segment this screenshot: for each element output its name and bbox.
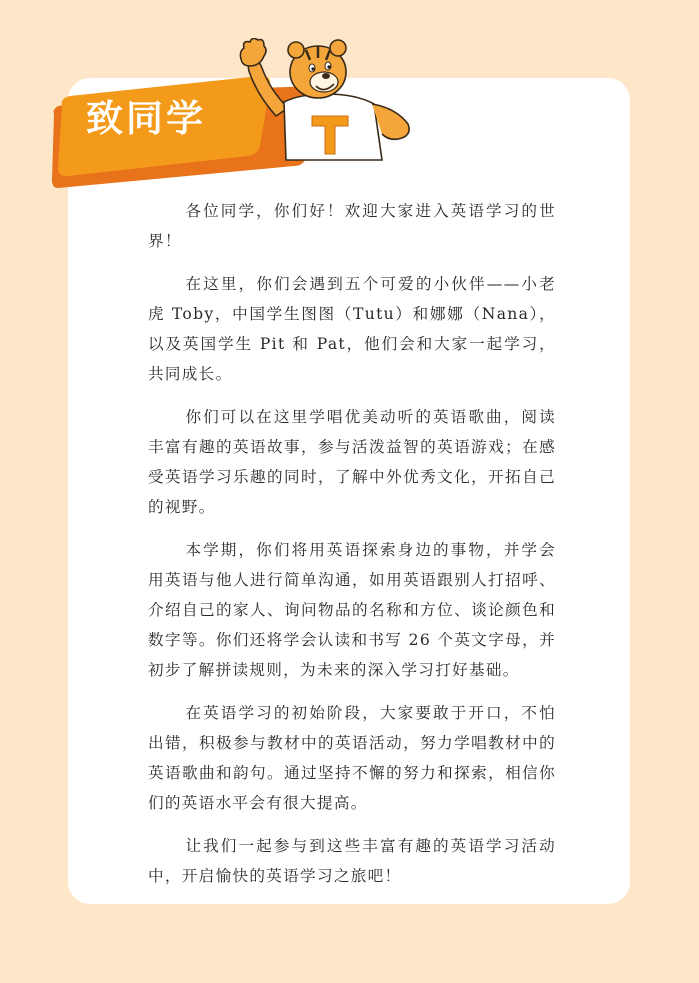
- letter-body: [148, 196, 556, 904]
- paragraph: 你们可以在这里学唱优美动听的英语歌曲，阅读丰富有趣的英语故事，参与活泼益智的英语游戏；在感受英语学习乐趣的同时，了解中外优秀文化，开拓自己的视野。: [148, 408, 556, 516]
- paragraph: 让我们一起参与到这些丰富有趣的英语学习活动中，开启愉快的英语学习之旅吧！: [148, 837, 556, 885]
- paragraph: 各位同学，你们好！欢迎大家进入英语学习的世界！: [148, 202, 556, 250]
- tiger-mascot-icon: [236, 38, 416, 163]
- paragraph: 本学期，你们将用英语探索身边的事物，并学会用英语与他人进行简单沟通，如用英语跟别人打招呼、介绍自己的家人、询问物品的名称和方位、谈论颜色和数字等。你们还将学会认读和书写 26 个英文字母，并初步了解拼读规则，为未来的深入学习打好基础。: [148, 541, 556, 679]
- page-title: 致同学: [86, 97, 206, 140]
- paragraph: 在英语学习的初始阶段，大家要敢于开口，不怕出错，积极参与教材中的英语活动，努力学唱教材中的英语歌曲和韵句。通过坚持不懈的努力和探索，相信你们的英语水平会有很大提高。: [148, 704, 556, 812]
- paragraph: 在这里，你们会遇到五个可爱的小伙伴——小老虎 Toby，中国学生图图（Tutu）和娜娜（Nana），以及英国学生 Pit 和 Pat，他们会和大家一起学习，共同成长。: [148, 275, 556, 383]
